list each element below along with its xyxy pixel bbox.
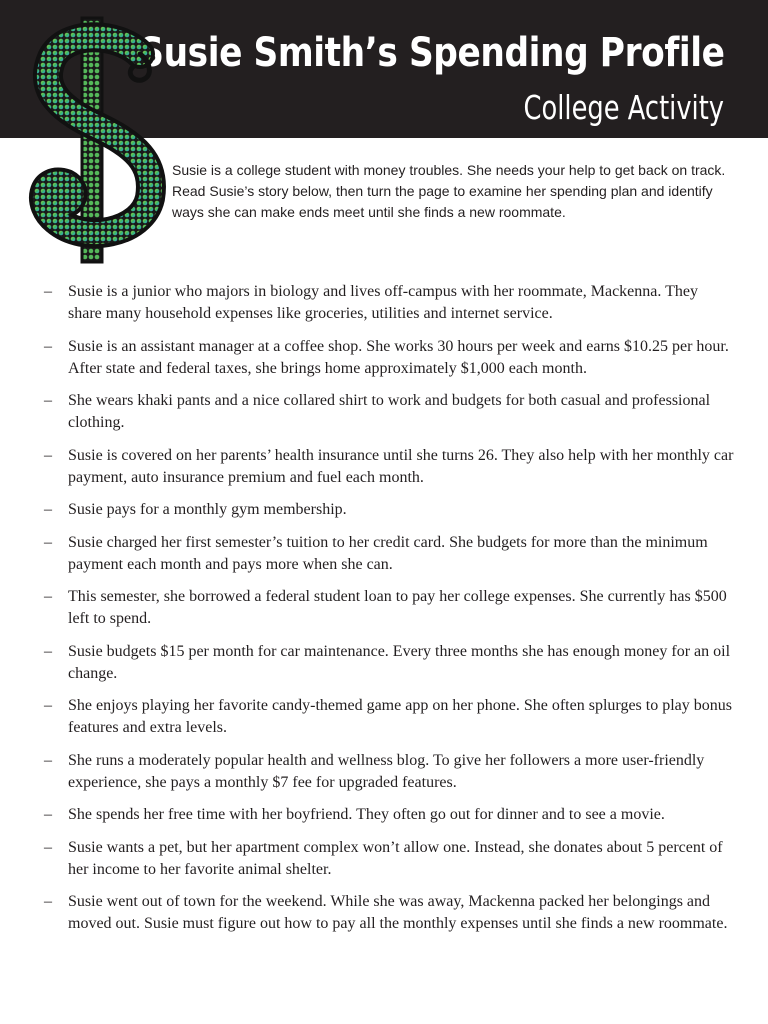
story-list xyxy=(44,281,734,946)
list-item-text: She runs a moderately popular health and wellness blog. To give her followers a more user-friendly experience, she pays a monthly $7 fee for upgraded features. xyxy=(68,751,705,791)
list-item-text: She wears khaki pants and a nice collared shirt to work and budgets for both casual and professional clothing. xyxy=(68,392,711,431)
dollar-sign-icon xyxy=(22,14,172,266)
list-item-text: Susie charged her first semester’s tuition to her credit card. She budgets for more than the minimum payment each month and pays more when she can. xyxy=(68,533,708,573)
list-item-text: Susie budgets $15 per month for car maintenance. Every three months she has enough money for an oil change. xyxy=(68,642,731,682)
bullet-dash: – xyxy=(44,446,52,464)
bullet-dash: – xyxy=(44,751,52,769)
bullet-dash: – xyxy=(44,283,52,300)
list-item xyxy=(44,837,734,881)
list-item-text: Susie wants a pet, but her apartment complex won’t allow one. Instead, she donates about 5 percent of her income to her favorite animal shelter. xyxy=(68,838,723,878)
list-item-text: Susie is an assistant manager at a coffee shop. She works 30 hours per week and earns $10.25 per hour. After state and federal taxes, she brings home approximately $1,000 each month. xyxy=(68,337,729,377)
list-item xyxy=(44,750,734,794)
bullet-dash: – xyxy=(44,838,52,856)
list-item-text: She enjoys playing her favorite candy-themed game app on her phone. She often splurges to play bonus features and extra levels. xyxy=(68,697,732,736)
list-item-text: She spends her free time with her boyfriend. They often go out for dinner and to see a movie. xyxy=(68,806,665,823)
list-item xyxy=(44,445,734,489)
list-item xyxy=(44,695,734,739)
bullet-dash: – xyxy=(44,392,52,409)
list-item-text: Susie pays for a monthly gym membership. xyxy=(68,501,347,518)
list-item xyxy=(44,336,734,380)
list-item-text: Susie is a junior who majors in biology and lives off-campus with her roommate, Mackenna. They share many household expenses like groceries, utilities and internet service. xyxy=(68,283,698,322)
list-item xyxy=(44,281,734,325)
list-item xyxy=(44,641,734,685)
bullet-dash: – xyxy=(44,642,52,660)
bullet-dash: – xyxy=(44,893,52,910)
list-item xyxy=(44,390,734,434)
page-title: Susie Smith’s Spending Profile xyxy=(138,30,724,76)
list-item-text: Susie went out of town for the weekend. While she was away, Mackenna packed her belongings and moved out. Susie must figure out how to pay all the monthly expenses until she finds a new roommate. xyxy=(68,893,728,932)
page-subtitle: College Activity xyxy=(523,88,724,127)
intro-paragraph: Susie is a college student with money troubles. She needs your help to get back on track. Read Susie’s story below, then turn the page to examine her spending plan and identify ways she can make ends meet until she finds a new roommate. xyxy=(172,162,726,220)
bullet-dash: – xyxy=(44,337,52,355)
list-item xyxy=(44,891,734,935)
bullet-dash: – xyxy=(44,533,52,551)
bullet-dash: – xyxy=(44,501,52,518)
bullet-dash: – xyxy=(44,588,52,605)
list-item xyxy=(44,532,734,576)
list-item-text: Susie is covered on her parents’ health insurance until she turns 26. They also help with her monthly car payment, auto insurance premium and fuel each month. xyxy=(68,446,734,486)
list-item xyxy=(44,804,734,826)
list-item-text: This semester, she borrowed a federal student loan to pay her college expenses. She currently has $500 left to spend. xyxy=(68,588,727,627)
list-item xyxy=(44,499,734,521)
list-item xyxy=(44,586,734,630)
bullet-dash: – xyxy=(44,806,52,823)
bullet-dash: – xyxy=(44,697,52,714)
